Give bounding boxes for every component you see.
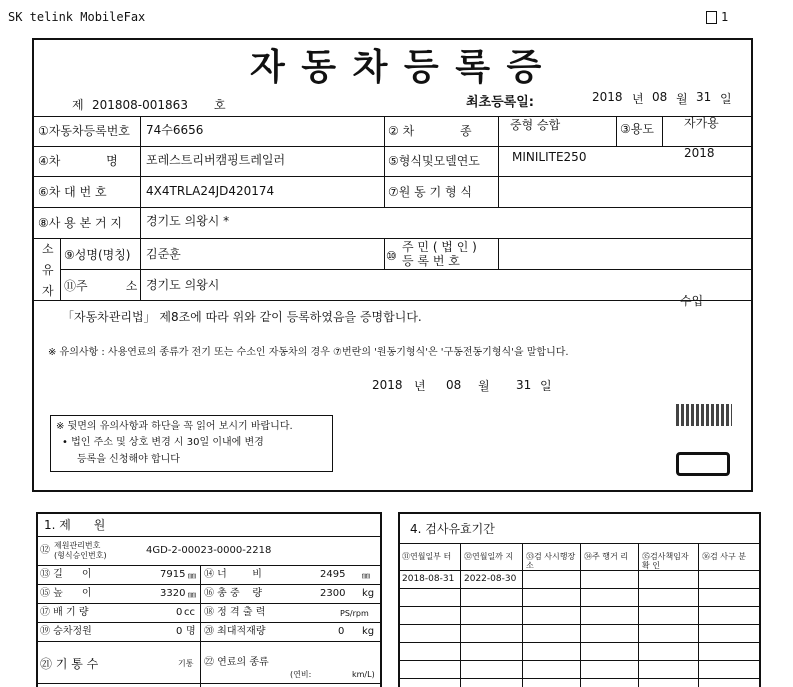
approval-num: ⑫ xyxy=(40,545,50,556)
seal-stamp xyxy=(676,404,732,426)
date-day-unit: 일 xyxy=(540,379,552,393)
table-line xyxy=(638,543,639,687)
type-value: 중형 승합 xyxy=(510,118,561,132)
width-label: ⑭ 너 비 xyxy=(204,569,262,580)
warning-line-3: 등록을 신청해야 합니다 xyxy=(77,454,180,465)
table-line xyxy=(36,622,382,623)
first-reg-month: 08 xyxy=(652,90,668,104)
owner-name-value: 김준훈 xyxy=(146,247,181,261)
table-line xyxy=(140,116,141,238)
table-line xyxy=(36,584,382,585)
cylinders-unit: 기통 xyxy=(178,659,194,668)
weight-unit: kg xyxy=(362,588,375,599)
table-line xyxy=(384,116,385,207)
cert-number-prefix: 제 xyxy=(72,98,84,112)
table-line xyxy=(140,238,141,300)
displacement-value: 0 xyxy=(176,607,183,618)
table-line xyxy=(662,116,663,146)
page-number: 1 xyxy=(721,10,729,24)
table-line xyxy=(36,536,382,537)
page-icon xyxy=(706,11,717,24)
height-label: ⑮ 높 이 xyxy=(40,588,92,599)
date-month-unit: 월 xyxy=(478,379,490,393)
use-value: 자가용 xyxy=(684,116,719,130)
length-unit: ㎜ xyxy=(188,571,196,580)
owner-col-3: 자 xyxy=(42,284,54,298)
inspection-title: 4. 검사유효기간 xyxy=(410,522,495,536)
base-label: ⑧사 용 본 거 지 xyxy=(38,216,122,230)
table-line xyxy=(616,116,617,146)
table-line xyxy=(36,565,382,566)
stamp-label: 수입 xyxy=(680,294,704,308)
first-reg-label: 최초등록일: xyxy=(466,95,534,110)
date-year-unit: 년 xyxy=(414,379,426,393)
resident-label-1: 주 민 ( 법 인 ) xyxy=(402,240,477,254)
length-value: 7915 xyxy=(160,569,186,580)
approval-label-1: 제원관리번호 xyxy=(54,541,101,550)
reg-no-label: ①자동차등록번호 xyxy=(38,124,130,138)
fuel-label: ㉒ 연료의 종류 xyxy=(204,657,269,668)
owner-col-1: 소 xyxy=(42,242,54,256)
notice: ※ 유의사항 : 사용연료의 종류가 전기 또는 수소인 자동차의 경우 ⑦번란의 '원동기형식'은 '구동전동기형식'을 말합니다. xyxy=(48,347,569,358)
first-reg-day-unit: 일 xyxy=(720,92,732,106)
inspection-header: ㉟검사책임자 확 인 xyxy=(642,552,689,570)
seal-stamp xyxy=(676,452,730,476)
use-label: ③용도 xyxy=(620,122,654,136)
table-line xyxy=(60,269,753,270)
inspection-header: ㉛연월일부 터 xyxy=(402,552,452,561)
base-value: 경기도 의왕시 * xyxy=(146,214,230,228)
warning-line-1: ※ 뒷면의 유의사항과 하단을 꼭 읽어 보시기 바랍니다. xyxy=(56,421,293,432)
first-reg-day: 31 xyxy=(696,90,712,104)
first-reg-year: 2018 xyxy=(592,90,623,104)
model-year: 2018 xyxy=(684,146,715,160)
width-value: 2495 xyxy=(320,569,346,580)
table-line xyxy=(460,543,461,687)
width-unit: ㎜ xyxy=(362,571,370,580)
inspection-header: ㉝검 사시행장소 xyxy=(526,552,576,570)
load-label: ⑳ 최대적재량 xyxy=(204,626,266,637)
resident-label-2: 등 록 번 호 xyxy=(402,254,460,268)
table-line xyxy=(36,683,382,684)
table-line xyxy=(34,300,753,301)
inspection-header: ㊱검 사구 분 xyxy=(702,552,746,561)
table-line xyxy=(34,238,753,239)
fuel-eff-unit2: km/L) xyxy=(352,670,375,679)
date-day: 31 xyxy=(516,378,532,392)
height-unit: ㎜ xyxy=(188,590,196,599)
resident-label-num: ⑩ xyxy=(386,249,397,263)
table-line xyxy=(60,238,61,300)
name-label: ④차 명 xyxy=(38,154,118,168)
cert-number-suffix: 호 xyxy=(214,98,226,112)
vin-value: 4X4TRLA24JD420174 xyxy=(146,184,275,198)
table-line xyxy=(580,543,581,687)
table-line xyxy=(34,116,753,117)
fuel-eff-unit: (연비: xyxy=(290,670,312,679)
power-label: ⑱ 정 격 출 력 xyxy=(204,607,266,618)
seats-label: ⑲ 승차정원 xyxy=(40,626,92,637)
weight-label: ⑯ 총 중 량 xyxy=(204,588,263,599)
date-month: 08 xyxy=(446,378,462,392)
reg-no-value: 74수6656 xyxy=(146,123,204,137)
first-reg-month-unit: 월 xyxy=(676,92,688,106)
table-line xyxy=(36,603,382,604)
owner-name-label: ⑨성명(명칭) xyxy=(64,248,131,262)
table-line xyxy=(34,176,753,177)
address-label: ⑪주 소 xyxy=(64,279,138,293)
inspection-from: 2018-08-31 xyxy=(402,574,455,584)
table-line xyxy=(34,207,753,208)
type-label: ② 차 종 xyxy=(388,124,472,138)
warning-line-2: • 법인 주소 및 상호 변경 시 30일 이내에 변경 xyxy=(62,437,264,448)
vin-label: ⑥차 대 번 호 xyxy=(38,185,107,199)
table-line xyxy=(384,238,385,269)
approval-value: 4GD-2-00023-0000-2218 xyxy=(146,545,272,556)
name-value: 포레스트리버캠핑트레일러 xyxy=(146,153,286,167)
engine-label: ⑦원 동 기 형 식 xyxy=(388,185,472,199)
model-label: ⑤형식및모델연도 xyxy=(388,154,480,168)
model-value: MINILITE250 xyxy=(512,150,587,164)
height-value: 3320 xyxy=(160,588,186,599)
inspection-header: ㉞주 행거 리 xyxy=(584,552,628,561)
seats-value: 0 xyxy=(176,626,183,637)
displacement-label: ⑰ 배 기 량 xyxy=(40,607,89,618)
table-line xyxy=(698,543,699,687)
first-reg-year-unit: 년 xyxy=(632,92,644,106)
seats-unit: 명 xyxy=(186,626,196,637)
fax-header: SK telink MobileFax xyxy=(8,10,146,24)
weight-value: 2300 xyxy=(320,588,346,599)
address-value: 경기도 의왕시 xyxy=(146,278,220,292)
cert-number: 201808-001863 xyxy=(92,98,188,112)
specs-title: 1. 제 원 xyxy=(44,518,106,532)
date-year: 2018 xyxy=(372,378,403,392)
owner-col-2: 유 xyxy=(42,263,54,277)
page-title: 자 동 차 등 록 증 xyxy=(250,46,544,88)
inspection-to: 2022-08-30 xyxy=(464,574,517,584)
cylinders-label: ㉑ 기 통 수 xyxy=(40,657,99,671)
table-line xyxy=(36,641,382,642)
power-unit: PS/rpm xyxy=(340,609,369,618)
displacement-unit: cc xyxy=(184,607,195,618)
length-label: ⑬ 길 이 xyxy=(40,569,92,580)
statement: 「자동차관리법」 제8조에 따라 위와 같이 등록하였음을 증명합니다. xyxy=(62,310,422,324)
table-line xyxy=(498,116,499,207)
table-line xyxy=(522,543,523,687)
table-line xyxy=(498,238,499,269)
inspection-header: ㉜연월일까 지 xyxy=(464,552,514,561)
table-line xyxy=(200,565,201,687)
load-value: 0 xyxy=(338,626,345,637)
approval-label-2: (형식승인번호) xyxy=(54,551,107,560)
table-line xyxy=(34,146,753,147)
load-unit: kg xyxy=(362,626,375,637)
